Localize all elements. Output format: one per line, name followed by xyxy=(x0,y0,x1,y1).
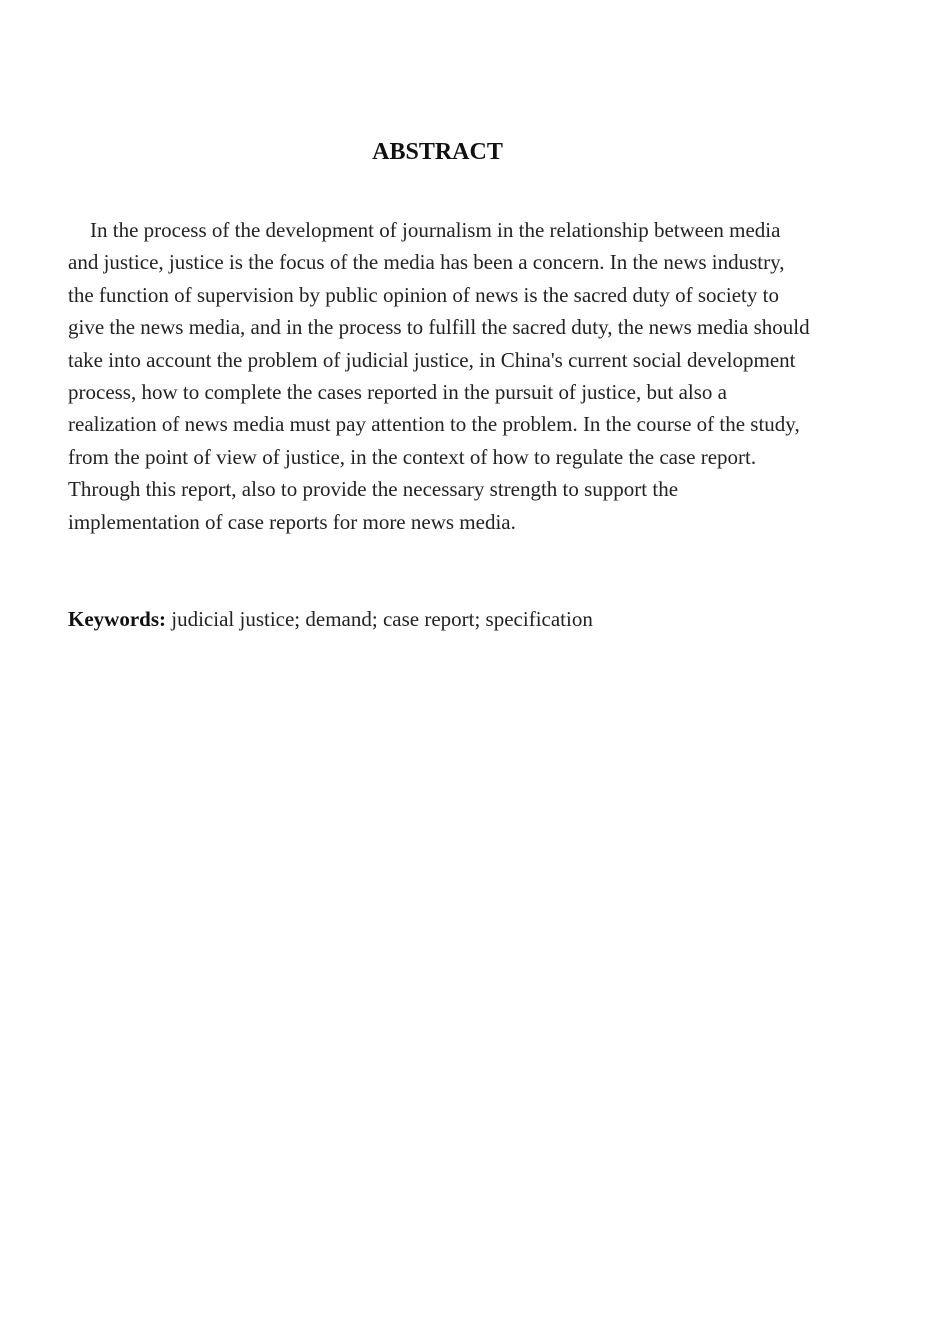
keywords-line xyxy=(68,603,810,635)
abstract-title: ABSTRACT xyxy=(372,139,503,165)
keywords-label: Keywords: xyxy=(68,607,166,631)
abstract-paragraph: In the process of the development of journalism in the relationship between media and justice, justice is the focus of the media has been a concern. In the news industry, the function of supervision by public opinion of news is the sacred duty of society to give the news media, and in the process to fulfill the sacred duty, the news media should take into account the problem of judicial justice, in China's current social development process, how to complete the cases reported in the pursuit of justice, but also a realization of news media must pay attention to the problem. In the course of the study, from the point of view of justice, in the context of how to regulate the case report. Through this report, also to provide the necessary strength to support the implementation of case reports for more news media. xyxy=(68,218,810,534)
keywords-list: judicial justice; demand; case report; specification xyxy=(171,607,593,631)
